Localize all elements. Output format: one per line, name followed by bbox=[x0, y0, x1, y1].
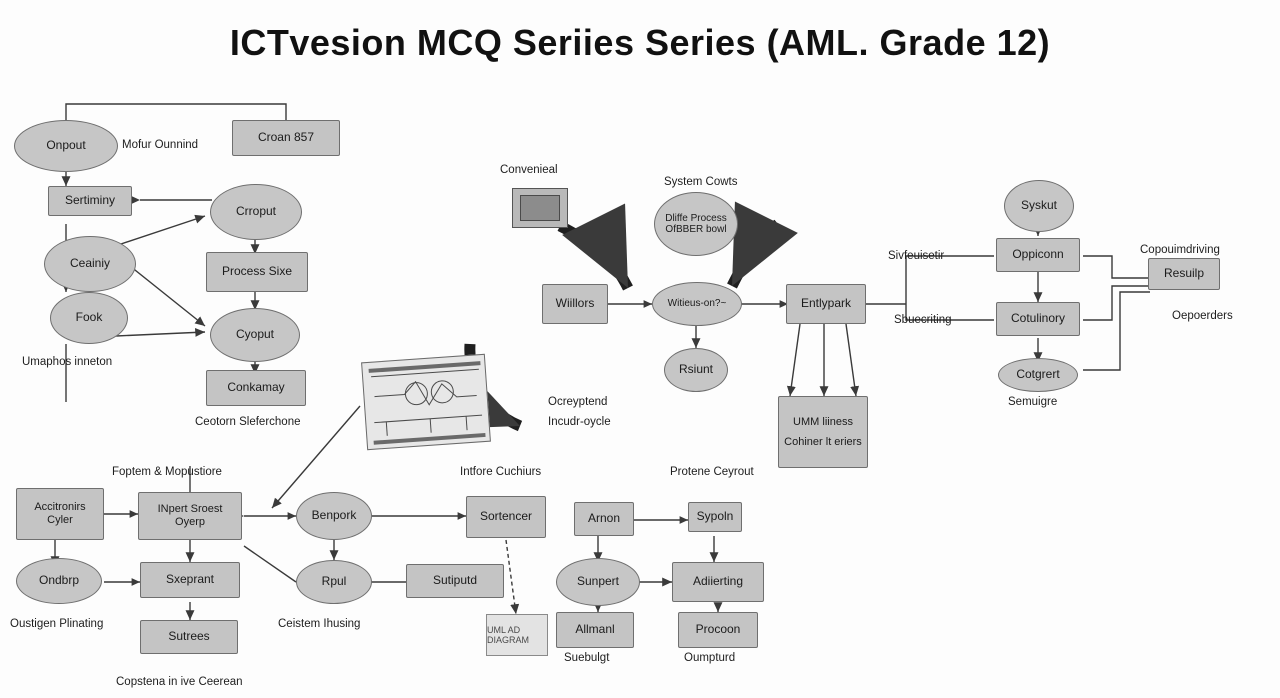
node-sypoln[interactable]: Sypoln bbox=[688, 502, 742, 532]
node-adiierting[interactable]: Adiierting bbox=[672, 562, 764, 602]
node-conkamay[interactable]: Conkamay bbox=[206, 370, 306, 406]
node-process-sixe[interactable]: Process Sixe bbox=[206, 252, 308, 292]
caption-intfore-cuchiurs: Intfore Cuchiurs bbox=[460, 466, 542, 478]
node-sutrees[interactable]: Sutrees bbox=[140, 620, 238, 654]
caption-sbuecriting: Sbuecriting bbox=[894, 314, 952, 326]
node-cotgrert[interactable]: Cotgrert bbox=[998, 358, 1078, 392]
label-mofur-ounnind: Mofur Ounnind bbox=[122, 139, 199, 151]
node-rpul[interactable]: Rpul bbox=[296, 560, 372, 604]
node-allmanl[interactable]: Allmanl bbox=[556, 612, 634, 648]
node-entlypark[interactable]: Entlypark bbox=[786, 284, 866, 324]
cpu-chip-icon bbox=[512, 188, 568, 228]
node-inpert-sroest-oyerp[interactable]: INpert Sroest Oyerp bbox=[138, 492, 242, 540]
node-umm-liiness[interactable] bbox=[778, 396, 868, 468]
node-arnon[interactable]: Arnon bbox=[574, 502, 634, 536]
node-fook[interactable]: Fook bbox=[50, 292, 128, 344]
circuit-sketch-image bbox=[361, 354, 491, 450]
caption-semuigre: Semuigre bbox=[1008, 396, 1058, 408]
caption-ocreyptend: Ocreyptend bbox=[548, 396, 608, 408]
node-sunpert[interactable]: Sunpert bbox=[556, 558, 640, 606]
node-cyoput[interactable]: Cyoput bbox=[210, 308, 300, 362]
caption-incudr-oycle: Incudr-oycle bbox=[548, 416, 611, 428]
caption-suebulgt: Suebulgt bbox=[564, 652, 610, 664]
caption-oustigen-plinating: Oustigen Plinating bbox=[10, 618, 104, 630]
page-title: ICTvesion MCQ Seriies Series (AML. Grade 12) bbox=[229, 22, 1051, 63]
caption-umaphos-inneton: Umaphos inneton bbox=[22, 356, 113, 368]
caption-ceotorn-sleferchone: Ceotorn Sleferchone bbox=[195, 416, 301, 428]
node-accitronirs-cyler[interactable]: Accitronirs Cyler bbox=[16, 488, 104, 540]
node-crroput[interactable]: Crroput bbox=[210, 184, 302, 240]
diagram-canvas bbox=[0, 96, 1280, 698]
chip-core bbox=[520, 195, 560, 221]
node-sutiputd[interactable]: Sutiputd bbox=[406, 564, 504, 598]
node-ondbrp[interactable]: Ondbrp bbox=[16, 558, 102, 604]
node-croan-857[interactable]: Croan 857 bbox=[232, 120, 340, 156]
connector-layer bbox=[0, 96, 1280, 698]
caption-sivfeuisetir: Sivfeuisetir bbox=[888, 250, 945, 262]
caption-copouimdriving: Copouimdriving bbox=[1140, 244, 1220, 256]
node-syskut[interactable]: Syskut bbox=[1004, 180, 1074, 232]
sketch-lines bbox=[362, 355, 492, 451]
node-sertiminy[interactable]: Sertiminy bbox=[48, 186, 132, 216]
node-onpout[interactable]: Onpout bbox=[14, 120, 118, 172]
umm-line-2: Cohiner lt eriers bbox=[784, 435, 862, 448]
node-ceainiy[interactable]: Ceainiy bbox=[44, 236, 136, 292]
caption-protene-ceyrout: Protene Ceyrout bbox=[670, 466, 754, 478]
node-witieus-on[interactable]: Witieus-on?~ bbox=[652, 282, 742, 326]
node-oppiconn[interactable]: Oppiconn bbox=[996, 238, 1080, 272]
node-sortencer[interactable]: Sortencer bbox=[466, 496, 546, 538]
node-rsiunt[interactable]: Rsiunt bbox=[664, 348, 728, 392]
node-sxeprant[interactable]: Sxeprant bbox=[140, 562, 240, 598]
node-resuilp[interactable]: Resuilp bbox=[1148, 258, 1220, 290]
umm-line-1: UMM liiness bbox=[793, 415, 853, 428]
caption-foptem-mopustiore: Foptem & Mopustiore bbox=[112, 466, 222, 478]
node-benpork[interactable]: Benpork bbox=[296, 492, 372, 540]
caption-copstena-ceerean: Copstena in ive Ceerean bbox=[116, 676, 243, 688]
node-wiillors[interactable]: Wiillors bbox=[542, 284, 608, 324]
caption-convenieal: Convenieal bbox=[500, 164, 558, 176]
note-uml-ad[interactable] bbox=[486, 614, 548, 656]
note-uml-ad-label: UML AD DIAGRAM bbox=[487, 625, 530, 645]
caption-ceistem-ihusing: Ceistem Ihusing bbox=[278, 618, 361, 630]
node-procoon[interactable]: Procoon bbox=[678, 612, 758, 648]
caption-system-cowts: System Cowts bbox=[664, 176, 738, 188]
node-dliffe-process[interactable]: Dliffe Process OfBBER bowl bbox=[654, 192, 738, 256]
caption-oumpturd: Oumpturd bbox=[684, 652, 736, 664]
caption-oepoerders: Oepoerders bbox=[1172, 310, 1233, 322]
node-cotulinory[interactable]: Cotulinory bbox=[996, 302, 1080, 336]
